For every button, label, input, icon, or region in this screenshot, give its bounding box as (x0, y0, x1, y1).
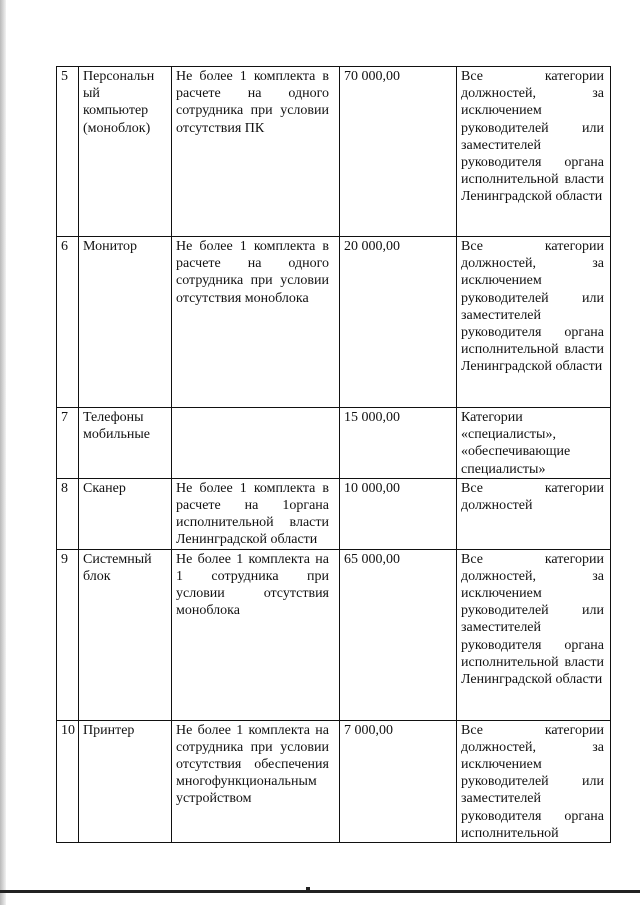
scan-left-edge (0, 0, 6, 905)
item-price: 10 000,00 (340, 478, 457, 549)
row-number: 7 (57, 408, 79, 479)
item-condition: Не более 1 комплекта на 1 сотрудника при условии отсутствия моноблока (172, 549, 340, 720)
item-name: Принтер (79, 720, 172, 842)
table-row (57, 549, 611, 720)
item-condition: Не более 1 комплекта в расчете на одного сотрудника при условии отсутствия моноблока (172, 237, 340, 408)
table-row (57, 408, 611, 479)
table-row (57, 720, 611, 842)
row-number: 8 (57, 478, 79, 549)
row-number: 6 (57, 237, 79, 408)
row-number: 10 (57, 720, 79, 842)
equipment-norms-table (56, 66, 611, 843)
item-name: Системный блок (79, 549, 172, 720)
item-condition (172, 408, 340, 479)
row-number: 5 (57, 67, 79, 237)
item-positions: Все категории должностей, за исключением руководителей или заместителей руководителя органа исполнительной власти Ленинградской области (457, 237, 611, 408)
item-condition: Не более 1 комплекта в расчете на одного сотрудника при условии отсутствия ПК (172, 67, 340, 237)
item-positions: Все категории должностей (457, 478, 611, 549)
item-name: Персональн ый компьютер (моноблок) (79, 67, 172, 237)
item-price: 70 000,00 (340, 67, 457, 237)
item-name: Телефоны мобильные (79, 408, 172, 479)
item-condition: Не более 1 комплекта в расчете на 1органа исполнительной власти Ленинградской области (172, 478, 340, 549)
item-name: Сканер (79, 478, 172, 549)
item-name: Монитор (79, 237, 172, 408)
item-positions: Все категории должностей, за исключением руководителей или заместителей руководителя органа исполнительной власти Ленинградской области (457, 549, 611, 720)
row-number: 9 (57, 549, 79, 720)
item-positions: Все категории должностей, за исключением руководителей или заместителей руководителя органа исполнительной (457, 720, 611, 842)
item-price: 7 000,00 (340, 720, 457, 842)
table-row (57, 237, 611, 408)
item-condition: Не более 1 комплекта на сотрудника при условии отсутствия обеспечения многофункциональным устройством (172, 720, 340, 842)
item-price: 15 000,00 (340, 408, 457, 479)
item-price: 65 000,00 (340, 549, 457, 720)
scan-bottom-line (0, 890, 640, 893)
table-row (57, 67, 611, 237)
item-positions: Категории «специалисты», «обеспечивающие специалисты» (457, 408, 611, 479)
item-positions: Все категории должностей, за исключением руководителей или заместителей руководителя органа исполнительной власти Ленинградской области (457, 67, 611, 237)
scan-bottom-mark (306, 887, 310, 890)
table-row (57, 478, 611, 549)
item-price: 20 000,00 (340, 237, 457, 408)
